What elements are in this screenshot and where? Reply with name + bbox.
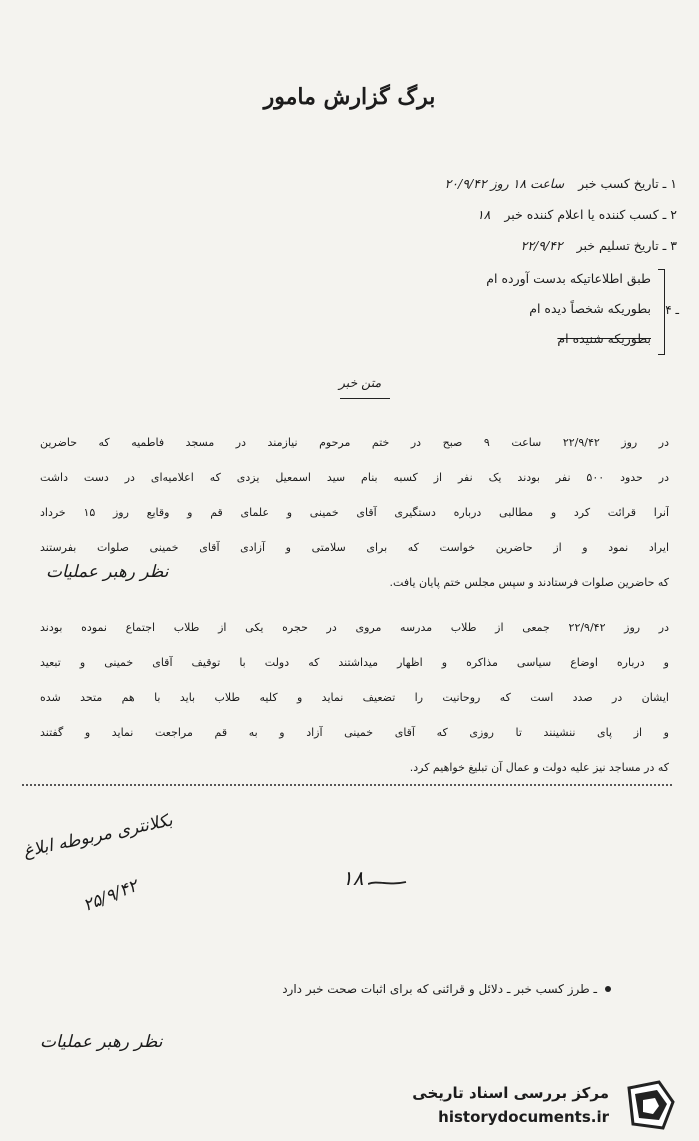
paragraph-2 [40, 610, 669, 785]
text-line: و درباره اوضاع سیاسی مذاکره و اظهار میداشتند که دولت با توقیف آقای خمینی و تبعید [40, 656, 669, 669]
item-number: ـ ۴ [665, 303, 679, 317]
page-title: برگ گزارش مامور [263, 84, 436, 110]
text-line: که حاضرین صلوات فرستادند و سپس مجلس ختم پایان یافت. [389, 576, 669, 589]
text-line: در حدود ۵۰۰ نفر بودند یک نفر از کسبه بنام سید اسمعیل یزدی که اعلامیه‌ای در دست داشت [40, 471, 669, 484]
brace-bracket [658, 269, 665, 355]
field-value: ساعت ۱۸ روز ۲۰/۹/۴۲ [444, 176, 565, 191]
text-line: و از پای ننشینند تا روزی که آقای خمینی آزاد و به قم مراجعت نماید و گفتند [40, 726, 669, 739]
field-date-delivery [207, 238, 677, 253]
field-reporter [207, 207, 677, 222]
handwritten-margin-note: بکلانتری مربوطه ابلاغ [21, 810, 175, 862]
source-option: طبق اطلاعاتیکه بدست آورده ام [486, 271, 651, 286]
field-label: ۳ ـ تاریخ تسلیم خبر [576, 238, 677, 253]
bullet-dot [605, 986, 611, 992]
text-line: که در مساجد نیز علیه دولت و عمال آن تبلیغ خواهیم کرد. [409, 761, 669, 774]
dotted-separator [22, 784, 672, 786]
source-option: بطوریکه شخصاً دیده ام [529, 301, 651, 316]
text-heading: متن خبر [338, 375, 382, 390]
heading-underline [340, 398, 390, 399]
handwritten-date: ۲۵/۹/۴۲ [80, 876, 141, 916]
handwritten-annotation-bottom: نظر رهبر عملیات [40, 1032, 163, 1052]
text-line: در روز ۲۲/۹/۴۲ جمعی از طلاب مدرسه مروی در حجره یکی از طلاب اجتماع نموده بودند [40, 621, 669, 634]
field-value: ۱۸ [476, 207, 491, 222]
signature-number: ۱۸ [342, 866, 364, 890]
watermark [383, 1076, 683, 1134]
text-line: ایراد نمود و از حاضرین خواست که برای سلامتی و آزادی آقای خمینی صلوات بفرستند [40, 541, 669, 554]
field-label: ۱ ـ تاریخ کسب خبر [578, 176, 677, 191]
text-line: در روز ۲۲/۹/۴۲ ساعت ۹ صبح در ختم مرحوم نیازمند در مسجد فاطمیه که حاضرین [40, 436, 669, 449]
field-date-news [207, 176, 677, 191]
watermark-url: historydocuments.ir [438, 1108, 609, 1126]
field-value: ۲۲/۹/۴۲ [520, 238, 563, 253]
watermark-name: مرکز بررسی اسناد تاریخی [412, 1084, 609, 1102]
handwritten-annotation: نظر رهبر عملیات [46, 562, 169, 582]
source-option-struck: بطوریکه شنیده ام [557, 331, 651, 346]
text-line: آنرا قرائت کرد و مطالبی درباره دستگیری آقای خمینی و علمای قم و وقایع روز ۱۵ خرداد [40, 506, 669, 519]
archive-logo-icon [623, 1078, 679, 1132]
footer-note: ـ طرز کسب خبر ـ دلائل و قرائنی که برای اثبات صحت خبر دارد [282, 982, 597, 996]
field-label: ۲ ـ کسب کننده یا اعلام کننده خبر [504, 207, 677, 222]
signature-stroke [368, 876, 408, 890]
text-line: ایشان در صدد است که روحانیت را تضعیف نماید و کلیه طلاب باید با هم متحد شده [40, 691, 669, 704]
source-options [389, 265, 679, 357]
